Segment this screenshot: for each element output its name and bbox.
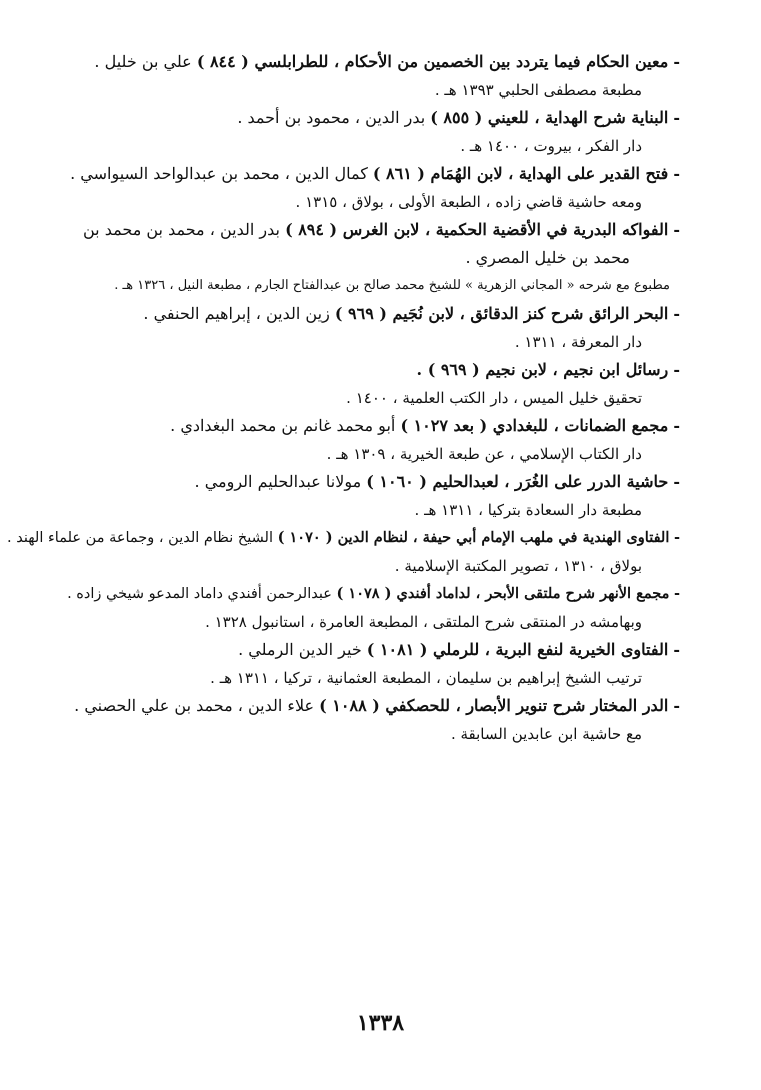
entry-publication: مطبعة دار السعادة بتركيا ، ١٣١١ هـ . <box>414 501 642 519</box>
entry-title: الفواكه البدرية في الأقضية الحكمية ، لابن الغرس ( ٨٩٤ ) <box>285 220 669 239</box>
entry-publication: مع حاشية ابن عابدين السابقة . <box>450 725 642 743</box>
bibliography-entry <box>60 48 680 104</box>
entry-heading-line <box>60 160 680 188</box>
entry-dash: - <box>673 529 680 546</box>
bibliography-entry <box>7 524 680 580</box>
entry-publication: دار المعرفة ، ١٣١١ . <box>514 333 642 351</box>
entry-publication: وبهامشه در المنتقى شرح الملتقى ، المطبعة العامرة ، استانبول ١٣٢٨ . <box>205 613 642 631</box>
entry-title: مجمع الأنهر شرح ملتقى الأبحر ، لداماد أفندي ( ١٠٧٨ ) <box>336 585 670 602</box>
entry-heading-line <box>7 524 680 552</box>
entry-dash: - <box>673 360 680 379</box>
entry-heading-line <box>60 48 680 76</box>
entry-title: الدر المختار شرح تنوير الأبصار ، للحصكفي ( ١٠٨٨ ) <box>319 696 669 715</box>
bibliography-entry <box>60 104 680 160</box>
entry-title: الفتاوى الخيرية لنفع البرية ، للرملي ( ١٠٨١ ) <box>366 640 669 659</box>
entry-publication: بولاق ، ١٣١٠ ، تصوير المكتبة الإسلامية . <box>394 557 642 575</box>
entry-heading-line <box>60 412 680 440</box>
entry-publication: ومعه حاشية قاضي زاده ، الطبعة الأولى ، بولاق ، ١٣١٥ . <box>295 193 642 211</box>
entry-heading-line <box>60 468 680 496</box>
page-number: ١٣٣٨ <box>356 1010 405 1036</box>
bibliography-entry <box>60 692 680 748</box>
entry-dash: - <box>673 585 680 602</box>
entry-heading-line <box>60 300 680 328</box>
entry-heading-line <box>60 356 680 384</box>
entry-heading-line <box>60 692 680 720</box>
entry-dash: - <box>673 52 680 71</box>
entry-author: عبدالرحمن أفندي داماد المدعو شيخي زاده . <box>67 586 332 602</box>
entry-title: فتح القدير على الهداية ، لابن الهُمَام ( ٨٦١ ) <box>372 164 669 183</box>
entry-author: علاء الدين ، محمد بن علي الحصني . <box>74 696 315 715</box>
bibliography-entry <box>60 356 680 412</box>
entry-title: معين الحكام فيما يتردد بين الخصمين من الأحكام ، للطرابلسي ( ٨٤٤ ) <box>196 52 669 71</box>
entry-heading-line <box>60 104 680 132</box>
bibliography-entry <box>60 216 680 300</box>
entry-author-continuation: محمد بن خليل المصري . <box>465 248 630 267</box>
bibliography-entry <box>60 468 680 524</box>
entry-dash: - <box>673 472 680 491</box>
entry-author: خير الدين الرملي . <box>238 640 362 659</box>
bibliography-page <box>7 48 680 1008</box>
bibliography-entry <box>60 636 680 692</box>
entry-author: كمال الدين ، محمد بن عبدالواحد السيواسي . <box>70 164 368 183</box>
entry-dash: - <box>673 416 680 435</box>
entry-heading-line <box>60 216 680 244</box>
entry-title: مجمع الضمانات ، للبغدادي ( بعد ١٠٢٧ ) <box>400 416 669 435</box>
entry-dash: - <box>673 640 680 659</box>
entry-heading-line <box>60 580 680 608</box>
entry-dash: - <box>673 220 680 239</box>
entry-author: زين الدين ، إبراهيم الحنفي . <box>143 304 330 323</box>
entry-publication: دار الفكر ، بيروت ، ١٤٠٠ هـ . <box>460 137 642 155</box>
entry-publication: ترتيب الشيخ إبراهيم بن سليمان ، المطبعة العثمانية ، تركيا ، ١٣١١ هـ . <box>210 669 642 687</box>
bibliography-entry <box>60 580 680 636</box>
entry-title: البناية شرح الهداية ، للعيني ( ٨٥٥ ) <box>430 108 669 127</box>
entry-publication: تحقيق خليل الميس ، دار الكتب العلمية ، ١٤٠٠ . <box>346 389 642 407</box>
entry-dash: - <box>673 696 680 715</box>
entry-author: بدر الدين ، محمود بن أحمد . <box>237 108 426 127</box>
entry-author: علي بن خليل . <box>94 52 192 71</box>
entry-publication: مطبعة مصطفى الحلبي ١٣٩٣ هـ . <box>434 81 642 99</box>
entry-heading-line <box>60 636 680 664</box>
entry-title: حاشية الدرر على الغُرَر ، لعبدالحليم ( ١٠٦٠ ) <box>366 472 669 491</box>
entry-title: الفتاوى الهندية في ملهب الإمام أبي حيفة ، لنظام الدين ( ١٠٧٠ ) <box>277 529 670 546</box>
entry-dash: - <box>673 304 680 323</box>
entry-dash: - <box>673 164 680 183</box>
entry-author: الشيخ نظام الدين ، وجماعة من علماء الهند . <box>7 530 273 546</box>
entry-publication: مطبوع مع شرحه « المجاني الزهرية » للشيخ محمد صالح بن عبدالفتاح الجارم ، مطبعة النيل ، ١٣٢٦ هـ . <box>114 278 670 293</box>
entry-title: البحر الرائق شرح كنز الدقائق ، لابن نُجَيم ( ٩٦٩ ) <box>334 304 669 323</box>
bibliography-entry <box>60 160 680 216</box>
entry-dash: - <box>673 108 680 127</box>
entry-publication: دار الكتاب الإسلامي ، عن طبعة الخيرية ، ١٣٠٩ هـ . <box>326 445 642 463</box>
entry-title: رسائل ابن نجيم ، لابن نجيم ( ٩٦٩ ) . <box>416 360 669 379</box>
entry-author: بدر الدين ، محمد بن محمد بن <box>83 220 280 239</box>
bibliography-entry <box>60 300 680 356</box>
entry-author: أبو محمد غانم بن محمد البغدادي . <box>170 416 396 435</box>
bibliography-entry <box>60 412 680 468</box>
entry-author: مولانا عبدالحليم الرومي . <box>194 472 362 491</box>
